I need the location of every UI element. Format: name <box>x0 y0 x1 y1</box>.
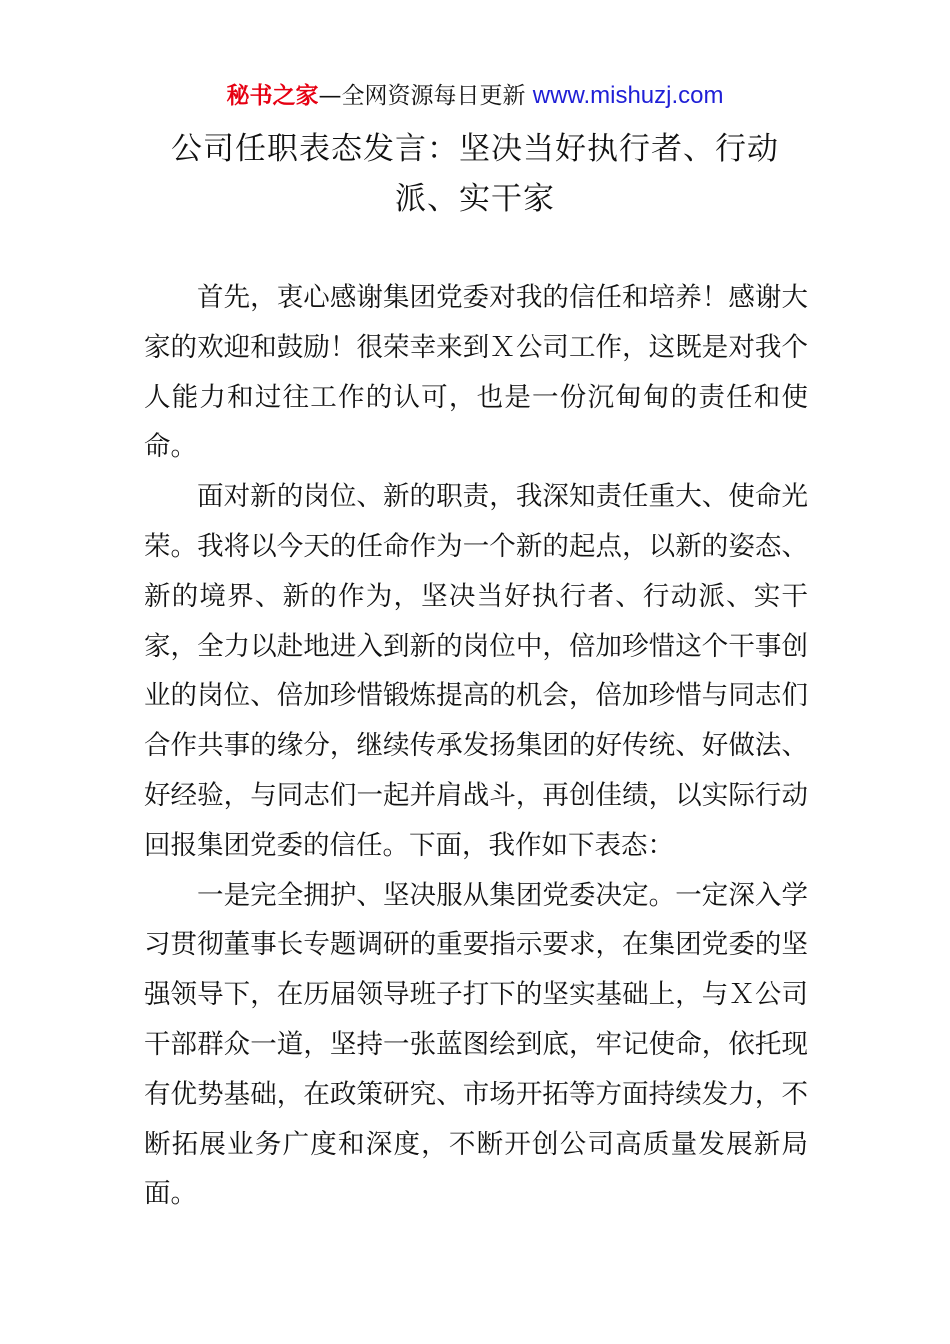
document-title: 公司任职表态发言：坚决当好执行者、行动派、实干家 <box>171 131 779 217</box>
paragraph-1: 首先，衷心感谢集团党委对我的信任和培养！感谢大家的欢迎和鼓励！很荣幸来到Ｘ公司工作，这既是对我个人能力和过往工作的认可，也是一份沉甸甸的责任和使命。 <box>144 282 808 463</box>
header-tagline: —全网资源每日更新 <box>318 83 533 109</box>
brand-name: 秘书之家 <box>226 83 319 109</box>
paragraph-3: 一是完全拥护、坚决服从集团党委决定。一定深入学习贯彻董事长专题调研的重要指示要求，在集团党委的坚强领导下，在历届领导班子打下的坚实基础上，与Ｘ公司干部群众一道，坚持一张蓝图绘到底，牢记使命，依托现有优势基础，在政策研究、市场开拓等方面持续发力，不断拓展业务广度和深度，不断开创公司高质量发展新局面。 <box>144 879 808 1210</box>
site-url-link[interactable]: www.mishuzj.com <box>532 82 724 109</box>
document-body <box>144 273 808 1219</box>
paragraph-2: 面对新的岗位、新的职责，我深知责任重大、使命光荣。我将以今天的任命作为一个新的起点，以新的姿态、新的境界、新的作为，坚决当好执行者、行动派、实干家，全力以赴地进入到新的岗位中，倍加珍惜这个干事创业的岗位、倍加珍惜锻炼提高的机会，倍加珍惜与同志们合作共事的缘分，继续传承发扬集团的好传统、好做法、好经验，与同志们一起并肩战斗，再创佳绩，以实际行动回报集团党委的信任。下面，我作如下表态： <box>144 481 808 861</box>
site-header <box>0 79 950 113</box>
